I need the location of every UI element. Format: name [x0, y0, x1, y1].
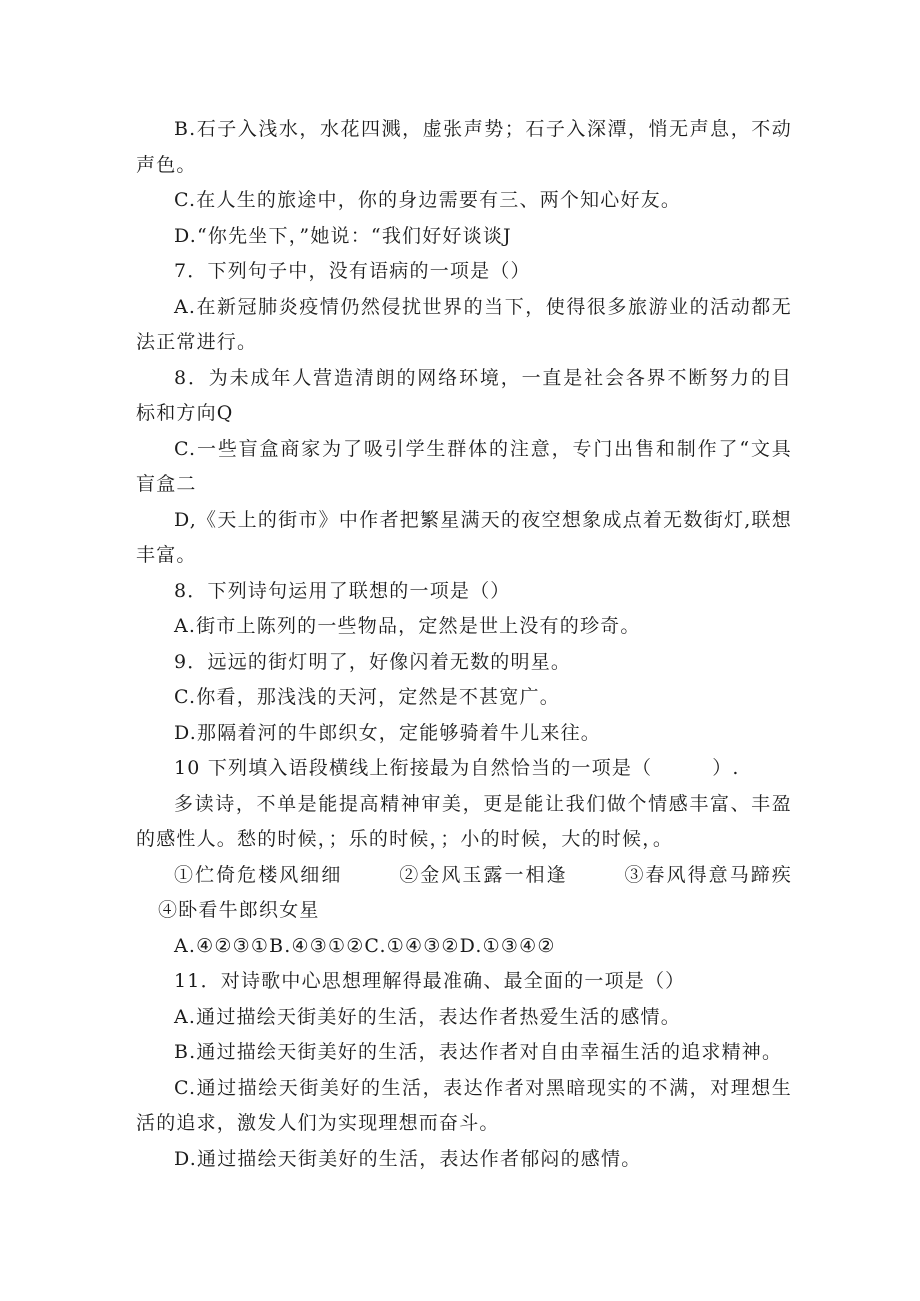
option-c-line: C.在人生的旅途中，你的身边需要有三、两个知心好友。: [174, 189, 682, 211]
q8-item-9: 9．远远的街灯明了，好像闪着无数的明星。: [174, 650, 572, 673]
poem-option-3: ③春风得意马蹄疾: [623, 863, 793, 886]
q7-option-a: A.在新冠肺炎疫情仍然侵扰世界的当下，使得很多旅游业的活动都无法正常进行。: [136, 295, 792, 353]
q7-item-8: 8．为未成年人营造清朗的网络环境，一直是社会各界不断努力的目标和方向Q: [136, 366, 792, 424]
q11-option-a: A.通过描绘天街美好的生活，表达作者热爱生活的感情。: [174, 1005, 681, 1028]
question-10: [136, 751, 792, 787]
q7-option-c: C.一些盲盒商家为了吸引学生群体的注意，专门出售和制作了“文具盲盒二: [136, 437, 792, 495]
q10-passage: 多读诗，不单是能提高精神审美，更是能让我们做个情感丰富、丰盈的感性人。愁的时候，；乐的时候，；小的时候，大的时候，。: [136, 792, 792, 850]
q8-option-d: D.那隔着河的牛郎织女，定能够骑着牛儿来往。: [174, 721, 601, 744]
q10-answer-choices: A.④②③①B.④③①②C.①④③②D.①③④②: [174, 934, 556, 957]
q10-poem-options: [136, 858, 792, 929]
question-10-end: ）.: [712, 757, 740, 779]
q7-option-d: D,《天上的街市》中作者把繁星满天的夜空想象成点着无数街灯,联想丰富。: [136, 508, 792, 566]
q11-option-d: D.通过描绘天街美好的生活，表达作者郁闷的感情。: [174, 1147, 642, 1170]
q8-option-a: A.街市上陈列的一些物品，定然是世上没有的珍奇。: [174, 615, 641, 637]
poem-option-2: ②金风玉露一相逢: [398, 863, 568, 886]
question-8: 8．下列诗句运用了联想的一项是（）: [174, 579, 511, 602]
document-body: [136, 112, 792, 1177]
poem-option-1: ①伫倚危楼风细细: [174, 863, 343, 886]
q8-option-c: C.你看，那浅浅的天河，定然是不甚宽广。: [174, 686, 560, 708]
option-d-line: D.“你先坐下，”她说：“我们好好谈谈J: [174, 224, 512, 247]
q11-option-c: C.通过描绘天街美好的生活，表达作者对黑暗现实的不满，对理想生活的追求，激发人们为实现理想而奋斗。: [136, 1076, 792, 1134]
question-10-stem: 10 下列填入语段横线上衔接最为自然恰当的一项是（: [174, 757, 653, 779]
question-7: 7．下列句子中，没有语病的一项是（）: [174, 260, 531, 282]
option-b-line: B.石子入浅水，水花四溅，虚张声势；石子入深潭，悄无声息，不动声色。: [136, 118, 792, 176]
question-11: 11．对诗歌中心思想理解得最准确、最全面的一项是（）: [174, 970, 686, 992]
poem-option-4: ④卧看牛郎织女星: [158, 899, 320, 921]
q11-option-b: B.通过描绘天街美好的生活，表达作者对自由幸福生活的追求精神。: [174, 1041, 783, 1063]
